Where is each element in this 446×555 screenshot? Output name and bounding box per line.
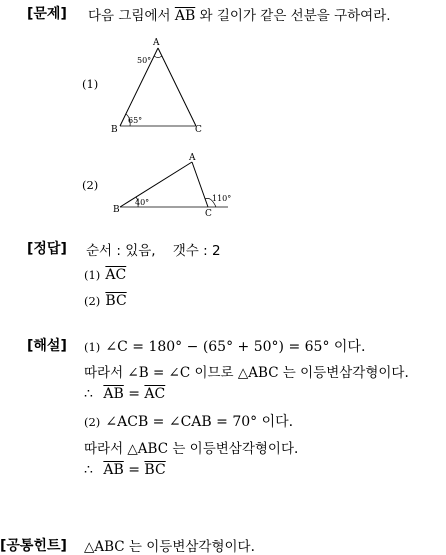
solution-line6-seg2: $\overline{BC}$ bbox=[144, 462, 166, 478]
problem-segment: $\overline{AB}$ bbox=[174, 8, 196, 24]
solution-line3-eq: = bbox=[128, 386, 140, 402]
solution-line1-text: ∠C = 180° − (65° + 50°) = 65° 이다. bbox=[105, 339, 366, 355]
answer-line1: 순서 : 있음, 갯수 : 2 bbox=[86, 243, 221, 259]
figure1-vertex-b: B bbox=[111, 125, 118, 135]
figure2-angle-b: 40° bbox=[135, 198, 150, 207]
answer-item2-segment: $\overline{BC}$ bbox=[105, 293, 127, 309]
figure2-vertex-a: A bbox=[189, 153, 196, 163]
answer-item2-num: (2) bbox=[84, 294, 101, 308]
solution-line3 bbox=[84, 386, 165, 402]
figure2-side-ab bbox=[120, 162, 192, 207]
solution-line5: 따라서 △ABC 는 이등변삼각형이다. bbox=[84, 441, 299, 457]
figure1-angle-a: 50° bbox=[137, 56, 152, 65]
hint-tag: [공통힌트] bbox=[0, 538, 67, 554]
figure2-side-ac bbox=[192, 162, 208, 207]
problem-text-prefix: 다음 그림에서 bbox=[88, 8, 171, 24]
solution-line6 bbox=[84, 462, 166, 478]
solution-line4 bbox=[84, 411, 293, 431]
solution-line6-eq: = bbox=[128, 462, 140, 478]
figure1-vertex-c: C bbox=[195, 125, 202, 135]
figure2-label: (2) bbox=[82, 178, 99, 192]
answer-item1 bbox=[84, 264, 126, 283]
figure1-side-ac bbox=[158, 48, 196, 126]
figure1-angle-a-arc bbox=[154, 56, 162, 58]
solution-line2: 따라서 ∠B = ∠C 이므로 △ABC 는 이등변삼각형이다. bbox=[84, 365, 409, 381]
figure1-triangle bbox=[108, 34, 218, 138]
answer-item1-segment: $\overline{AC}$ bbox=[105, 267, 127, 283]
solution-line1-num: (1) bbox=[84, 340, 101, 354]
solution-line3-seg1: $\overline{AB}$ bbox=[103, 386, 124, 402]
solution-tag: [해설] bbox=[27, 338, 67, 354]
solution-line3-seg2: $\overline{AC}$ bbox=[144, 386, 166, 402]
figure1-vertex-a: A bbox=[153, 38, 160, 48]
solution-line6-seg1: $\overline{AB}$ bbox=[103, 462, 124, 478]
solution-line3-therefore: ∴ bbox=[84, 386, 93, 402]
figure1-angle-b: 65° bbox=[128, 116, 143, 125]
figure2-angle-c-ext: 110° bbox=[212, 194, 232, 203]
figure2-vertex-c: C bbox=[205, 209, 212, 219]
problem-tag: [문제] bbox=[27, 6, 67, 22]
solution-line4-text: ∠ACB = ∠CAB = 70° 이다. bbox=[105, 414, 294, 430]
answer-item1-num: (1) bbox=[84, 268, 101, 282]
problem-text-suffix: 와 길이가 같은 선분을 구하여라. bbox=[199, 8, 391, 24]
figure2-triangle bbox=[108, 150, 234, 222]
hint-text: △ABC 는 이등변삼각형이다. bbox=[84, 539, 255, 555]
solution-line1 bbox=[84, 336, 365, 356]
solution-line4-num: (2) bbox=[84, 415, 101, 429]
answer-item2 bbox=[84, 290, 127, 309]
solution-line6-therefore: ∴ bbox=[84, 462, 93, 478]
figure1-label: (1) bbox=[82, 77, 99, 91]
problem-text bbox=[88, 4, 391, 24]
figure2-vertex-b: B bbox=[113, 205, 120, 215]
answer-tag: [정답] bbox=[27, 241, 67, 257]
